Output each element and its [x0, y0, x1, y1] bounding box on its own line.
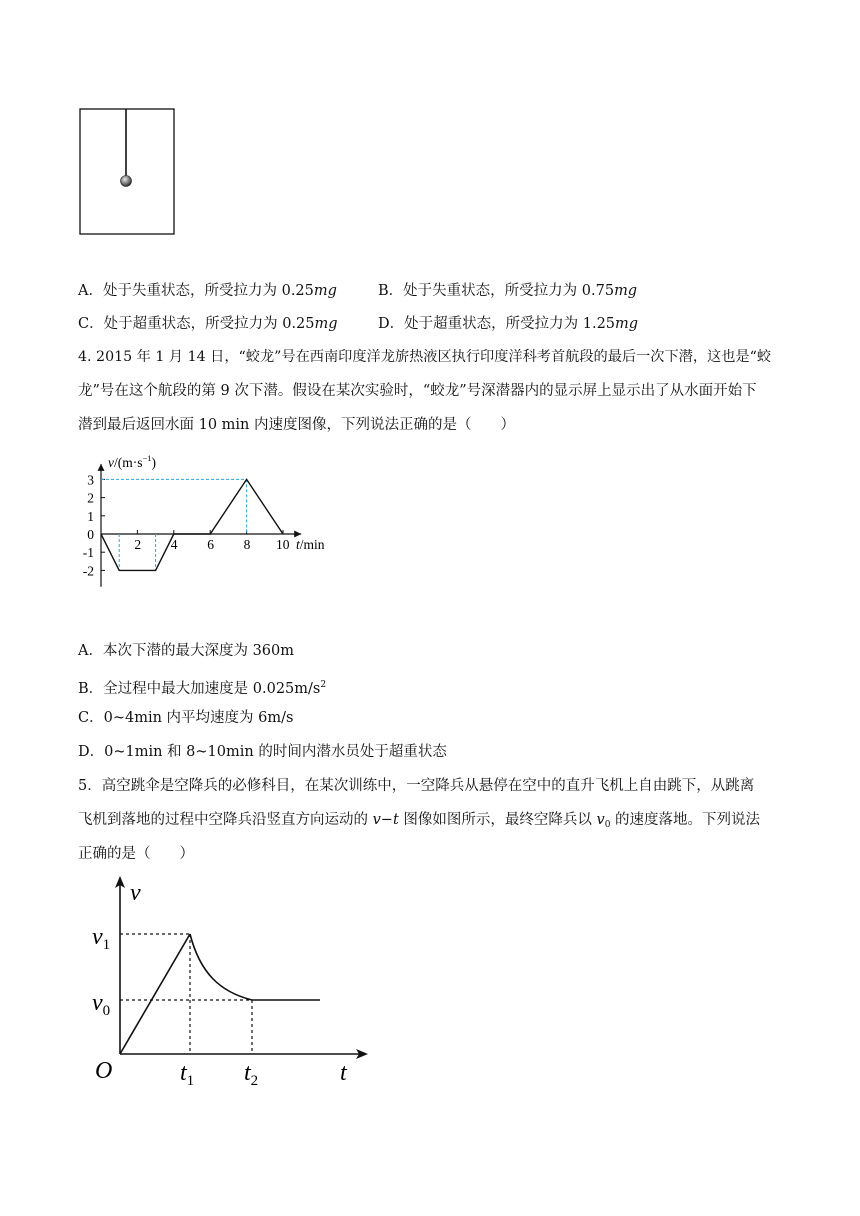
q5-velocity-time-chart	[86, 868, 386, 1093]
q3-option-a-text: 处于失重状态，所受拉力为 0.25	[102, 283, 314, 299]
q3-option-a	[78, 281, 337, 301]
q5-stem-line-2-c: 的速度落地。下列说法	[615, 812, 761, 828]
q3-option-b	[378, 281, 637, 301]
q3-option-b-text: 处于失重状态，所受拉力为 0.75	[403, 283, 615, 299]
q3-option-d-letter: D．	[378, 316, 405, 332]
q3-options-row-2	[78, 314, 639, 334]
q3-option-c	[78, 314, 338, 334]
q3-option-b-letter: B．	[378, 283, 404, 299]
c1-y-tick-label: -2	[82, 563, 94, 579]
pendulum-ball	[121, 176, 132, 187]
q5-stem-line-2	[78, 810, 760, 835]
q3-options-row-1	[78, 281, 638, 301]
c1-x-tick-label: 4	[170, 537, 178, 552]
q4-velocity-time-chart	[78, 448, 348, 598]
q3-option-b-unit: mg	[614, 283, 638, 299]
q4-option-a: A．本次下潜的最大深度为 360m	[78, 643, 295, 659]
c2-rise-segment	[120, 934, 190, 1054]
c1-ylabel: $v/(m\cdot s^{-1})$	[108, 453, 157, 470]
q4-option-b-text: B．全过程中最大加速度是 0.025m/s	[78, 681, 321, 697]
elevator-box	[80, 109, 174, 234]
c1-y-tick-label: 2	[87, 490, 94, 506]
c2-t1-label: $t_1$	[180, 1060, 195, 1089]
q5-vt-label: v−t	[372, 812, 399, 828]
c1-x-tick-label: 10	[276, 537, 290, 552]
q4-stem-line-2: 龙”号在这个航段的第 9 次下潜。假设在某次实验时，“蛟龙”号深潜器内的显示屏上显示出了从水面开始下	[78, 383, 757, 399]
q3-option-c-unit: mg	[314, 316, 338, 332]
q4-option-d: D．0~1min 和 8~10min 的时间内潜水员处于超重状态	[78, 744, 447, 760]
c2-xlabel: t	[340, 1060, 347, 1086]
q5-stem-line-3: 正确的是（ ）	[78, 846, 194, 862]
c1-y-tick-label: 3	[87, 472, 94, 488]
c1-velocity-series	[101, 479, 283, 570]
elevator-figure	[78, 108, 178, 238]
c1-x-tick-label: 2	[134, 537, 142, 552]
q3-option-d	[378, 314, 638, 334]
c1-x-tick-label: 6	[207, 537, 214, 552]
q5-v0-sub: 0	[604, 820, 611, 830]
q4-option-b-sup: 2	[320, 680, 327, 690]
c1-y-arrow	[98, 464, 105, 471]
q5-stem-line-2-a: 飞机到落地的过程中空降兵沿竖直方向运动的	[78, 812, 368, 828]
q5-stem-line-2-b: 图像如图所示，最终空降兵以	[403, 812, 592, 828]
c2-v1-label: $v_1$	[92, 924, 111, 953]
q3-option-d-text: 处于超重状态，所受拉力为 1.25	[404, 316, 616, 332]
c1-xlabel: t/min	[296, 537, 325, 552]
q3-option-c-text: 处于超重状态，所受拉力为 0.25	[103, 316, 315, 332]
c1-y-tick-label: 0	[87, 527, 94, 542]
q4-stem-line-3: 潜到最后返回水面 10 min 内速度图像，下列说法正确的是（ ）	[78, 417, 516, 433]
c1-y-tick-label: -1	[82, 545, 94, 561]
c1-y-tick-label: 1	[87, 508, 94, 524]
c2-decay-curve	[190, 934, 252, 1000]
q5-v0-label: v	[596, 812, 605, 828]
q3-option-a-letter: A．	[78, 283, 103, 299]
q3-option-d-unit: mg	[615, 316, 639, 332]
c2-origin-label: O	[95, 1058, 113, 1084]
c2-t2-label: $t_2$	[244, 1060, 259, 1089]
q4-stem-line-1: 4. 2015 年 1 月 14 日，“蛟龙”号在西南印度洋龙旂热液区执行印度洋科考首航段的最后一次下潜，这也是“蛟	[78, 349, 772, 365]
c2-ylabel: v	[130, 880, 141, 906]
q4-option-c: C．0~4min 内平均速度为 6m/s	[78, 710, 294, 726]
q4-option-b	[78, 675, 326, 699]
c2-v0-label: $v_0$	[92, 990, 111, 1019]
q3-option-a-unit: mg	[313, 283, 337, 299]
c1-x-tick-label: 8	[243, 537, 251, 552]
q3-option-c-letter: C．	[78, 316, 104, 332]
q5-stem-line-1: 5．高空跳伞是空降兵的必修科目，在某次训练中，一空降兵从悬停在空中的直升飞机上自由跳下，从跳离	[78, 778, 755, 794]
